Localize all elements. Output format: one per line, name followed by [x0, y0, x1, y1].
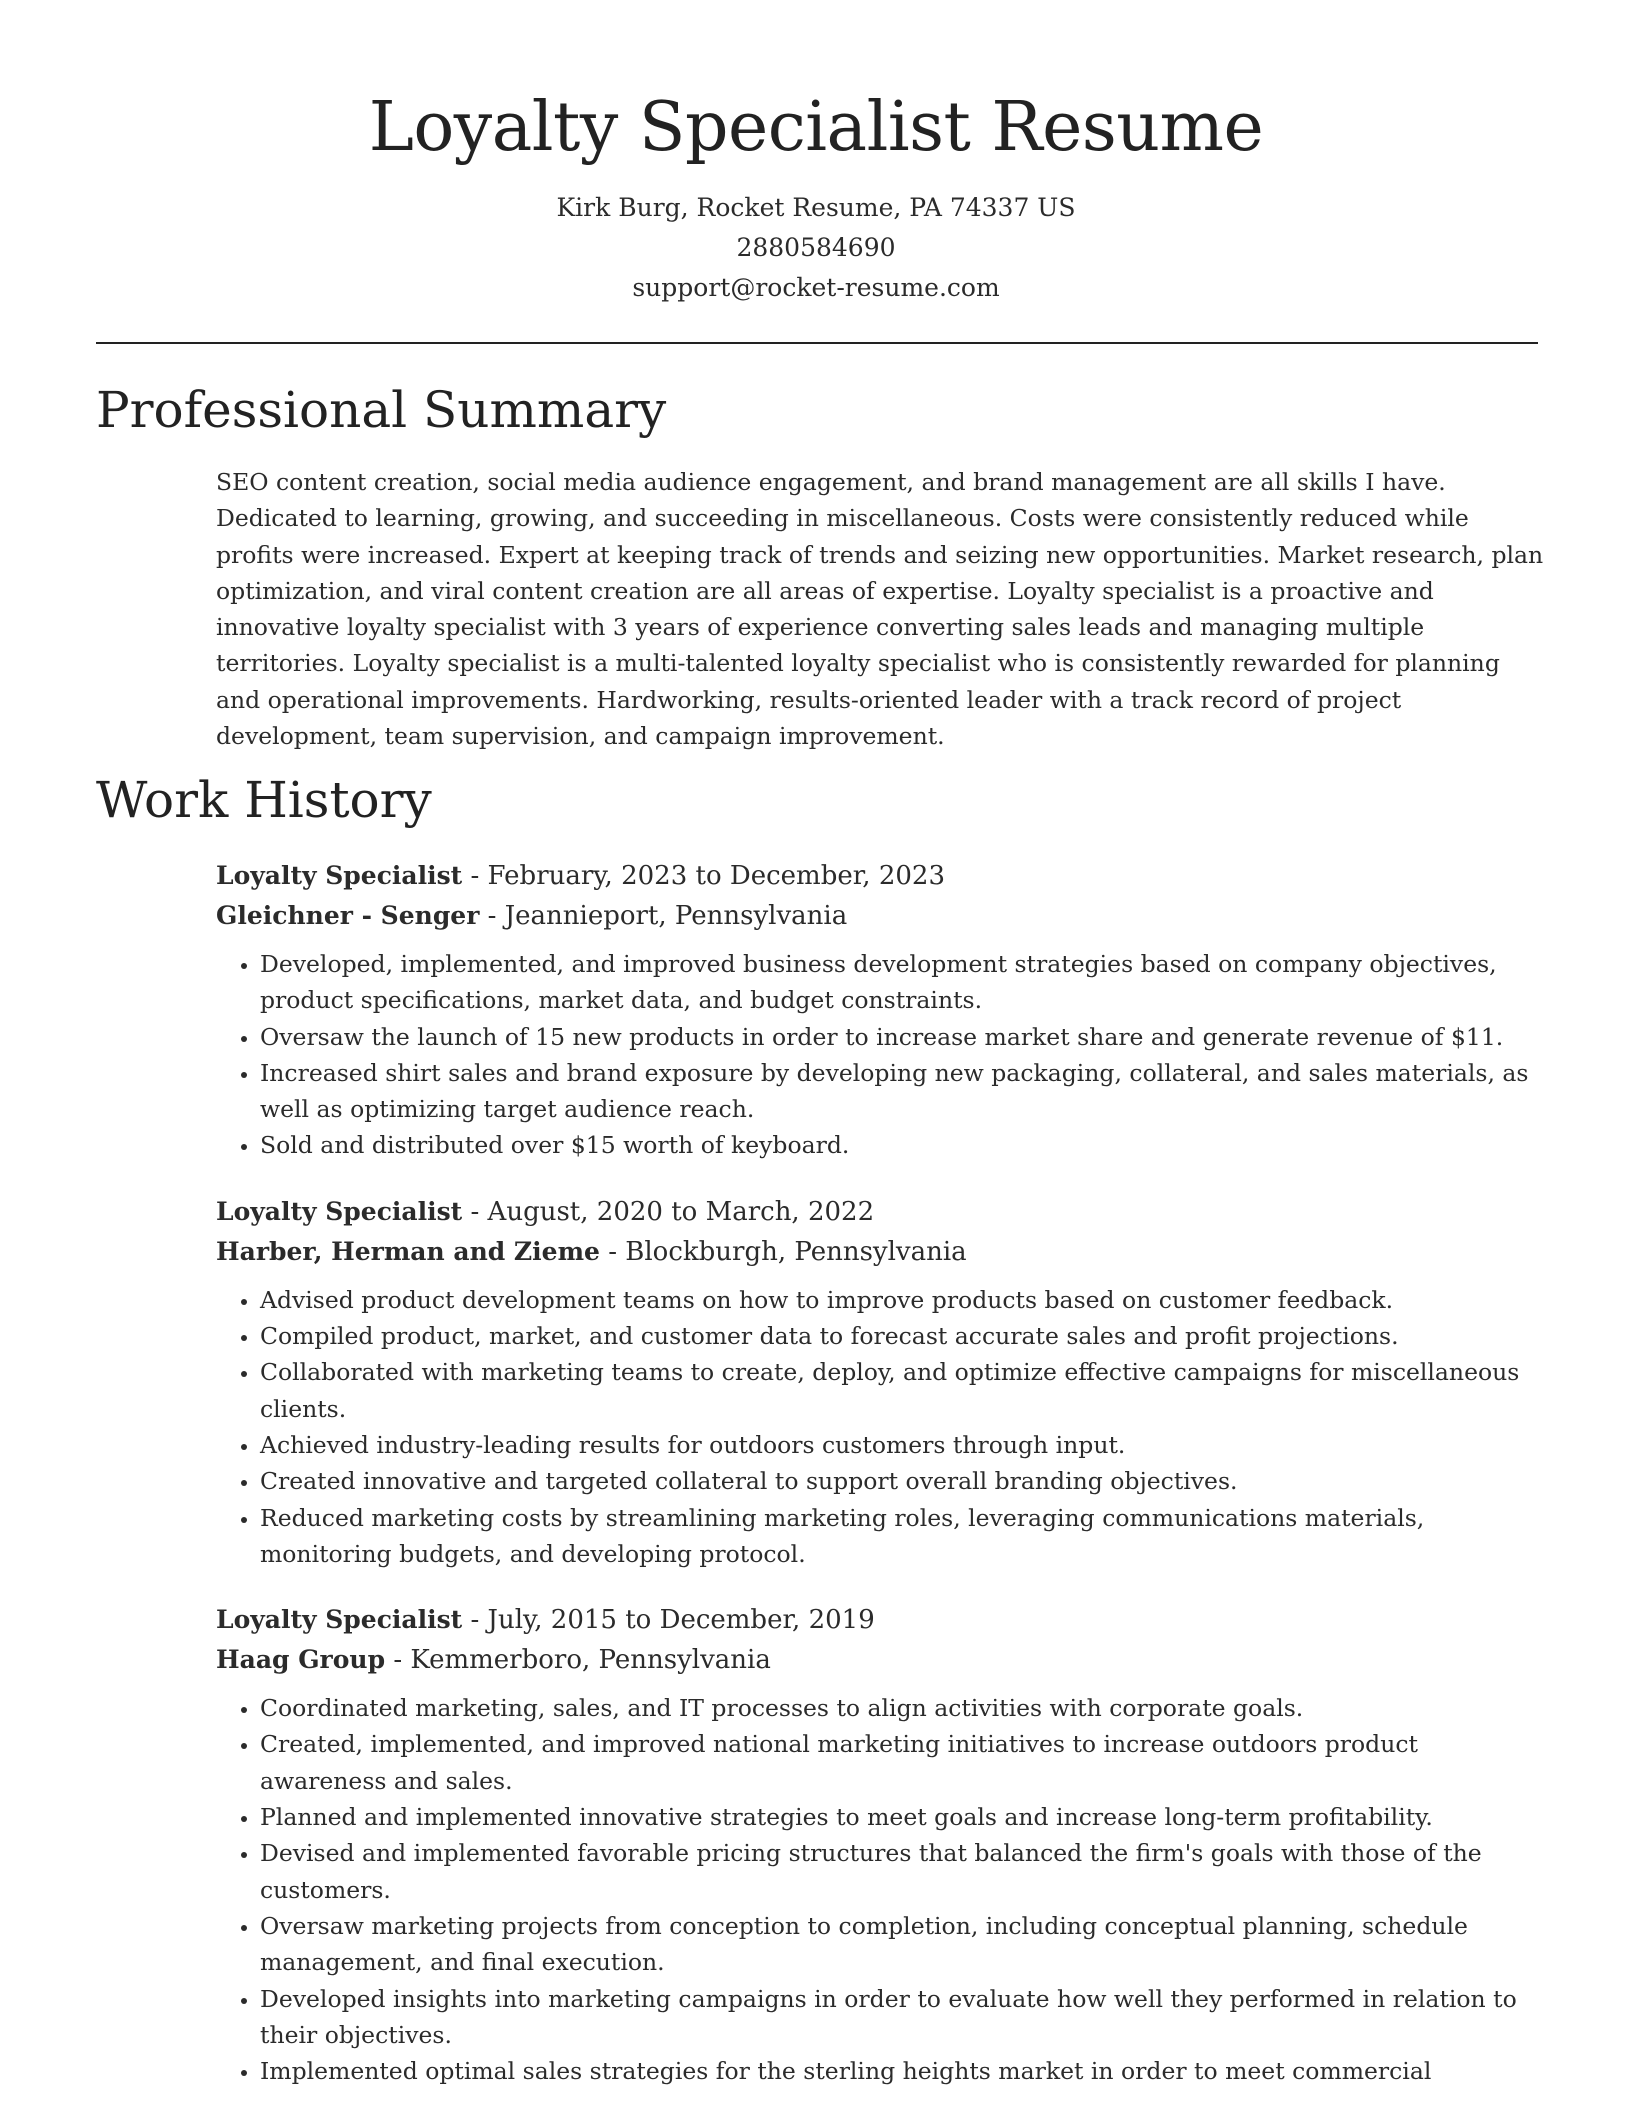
job-dates: - July, 2015 to December, 2019: [462, 1605, 875, 1636]
job-bullet: • Increased shirt sales and brand exposure by developing new packaging, collateral, and sales materials, as well as optimizing target audience reach.: [260, 1055, 1546, 1128]
job-entry: [216, 856, 1546, 1164]
job-bullet: • Created innovative and targeted collateral to support overall branding objectives.: [260, 1463, 1546, 1499]
job-bullet: • Advised product development teams on how to improve products based on customer feedback.: [260, 1282, 1546, 1318]
job-bullet: • Created, implemented, and improved national marketing initiatives to increase outdoors product awareness and sales.: [260, 1726, 1546, 1799]
job-company-line: [216, 1640, 1546, 1680]
job-bullet: • Coordinated marketing, sales, and IT processes to align activities with corporate goals.: [260, 1690, 1546, 1726]
job-bullets: [216, 1282, 1546, 1572]
job-bullet: • Collaborated with marketing teams to create, deploy, and optimize effective campaigns for miscellaneous clients.: [260, 1354, 1546, 1427]
job-company-line: [216, 896, 1546, 936]
job-company: Harber, Herman and Zieme: [216, 1236, 600, 1266]
professional-summary-heading: Professional Summary: [96, 381, 667, 439]
contact-address: Kirk Burg, Rocket Resume, PA 74337 US: [556, 193, 1076, 222]
job-company: Gleichner - Senger: [216, 901, 480, 930]
job-location: - Kemmerboro, Pennsylvania: [385, 1645, 771, 1676]
resume-header: [0, 0, 1632, 308]
job-bullet: • Reduced marketing costs by streamlining marketing roles, leveraging communications materials, monitoring budgets, and developing protocol.: [260, 1500, 1546, 1573]
contact-email: support@rocket-resume.com: [632, 273, 1000, 302]
header-divider: [96, 342, 1538, 344]
job-location: - Jeannieport, Pennsylvania: [479, 901, 848, 931]
job-location: - Blockburgh, Pennsylvania: [599, 1236, 967, 1267]
job-company-line: [216, 1232, 1546, 1272]
job-bullet: • Achieved industry-leading results for outdoors customers through input.: [260, 1427, 1546, 1463]
job-bullet: • Compiled product, market, and customer data to forecast accurate sales and profit projections.: [260, 1318, 1546, 1354]
contact-phone: 2880584690: [736, 233, 896, 262]
job-bullet: • Developed insights into marketing campaigns in order to evaluate how well they performed in relation to their objectives.: [260, 1981, 1546, 2054]
job-title: Loyalty Specialist: [216, 1196, 463, 1226]
job-bullet: • Sold and distributed over $15 worth of keyboard.: [260, 1127, 1546, 1163]
work-history-list: [216, 856, 1546, 2112]
job-bullet: • Oversaw the launch of 15 new products in order to increase market share and generate revenue of $11.: [260, 1019, 1546, 1055]
job-company: Haag Group: [216, 1645, 386, 1675]
job-bullet: • Oversaw marketing projects from conception to completion, including conceptual planning, schedule management, and final execution.: [260, 1908, 1546, 1981]
job-bullet: • Implemented optimal sales strategies for the sterling heights market in order to meet commercial: [260, 2053, 1546, 2089]
job-entry: [216, 1600, 1546, 2089]
contact-block: [0, 188, 1632, 308]
job-bullet: • Devised and implemented favorable pricing structures that balanced the firm's goals with those of the customers.: [260, 1835, 1546, 1908]
professional-summary-text: SEO content creation, social media audience engagement, and brand management are all skills I have. Dedicated to learning, growing, and succeeding in miscellaneous. Costs were consistently reduced while profits were increased. Expert at keeping track of trends and seizing new opportunities. Market research, plan optimization, and viral content creation are all areas of expertise. Loyalty specialist is a proactive and innovative loyalty specialist with 3 years of experience converting sales leads and managing multiple territories. Loyalty specialist is a multi-talented loyalty specialist who is consistently rewarded for planning and operational improvements. Hardworking, results-oriented leader with a track record of project development, team supervision, and campaign improvement.: [216, 468, 1544, 751]
job-dates: - August, 2020 to March, 2022: [462, 1196, 875, 1227]
job-title-line: [216, 1600, 1546, 1640]
job-bullets: [216, 946, 1546, 1164]
job-bullet: • Planned and implemented innovative strategies to meet goals and increase long-term profitability.: [260, 1799, 1546, 1835]
job-title: Loyalty Specialist: [216, 1605, 463, 1635]
work-history-heading: Work History: [96, 771, 432, 829]
job-entry: [216, 1192, 1546, 1572]
job-title-line: [216, 856, 1546, 896]
job-dates: - February, 2023 to December, 2023: [462, 861, 945, 891]
job-title: Loyalty Specialist: [216, 861, 463, 890]
job-bullet: • Developed, implemented, and improved business development strategies based on company objectives, product specifications, market data, and budget constraints.: [260, 946, 1546, 1019]
job-title-line: [216, 1192, 1546, 1232]
resume-title: Loyalty Specialist Resume: [368, 88, 1264, 167]
job-bullets: [216, 1690, 1546, 2089]
